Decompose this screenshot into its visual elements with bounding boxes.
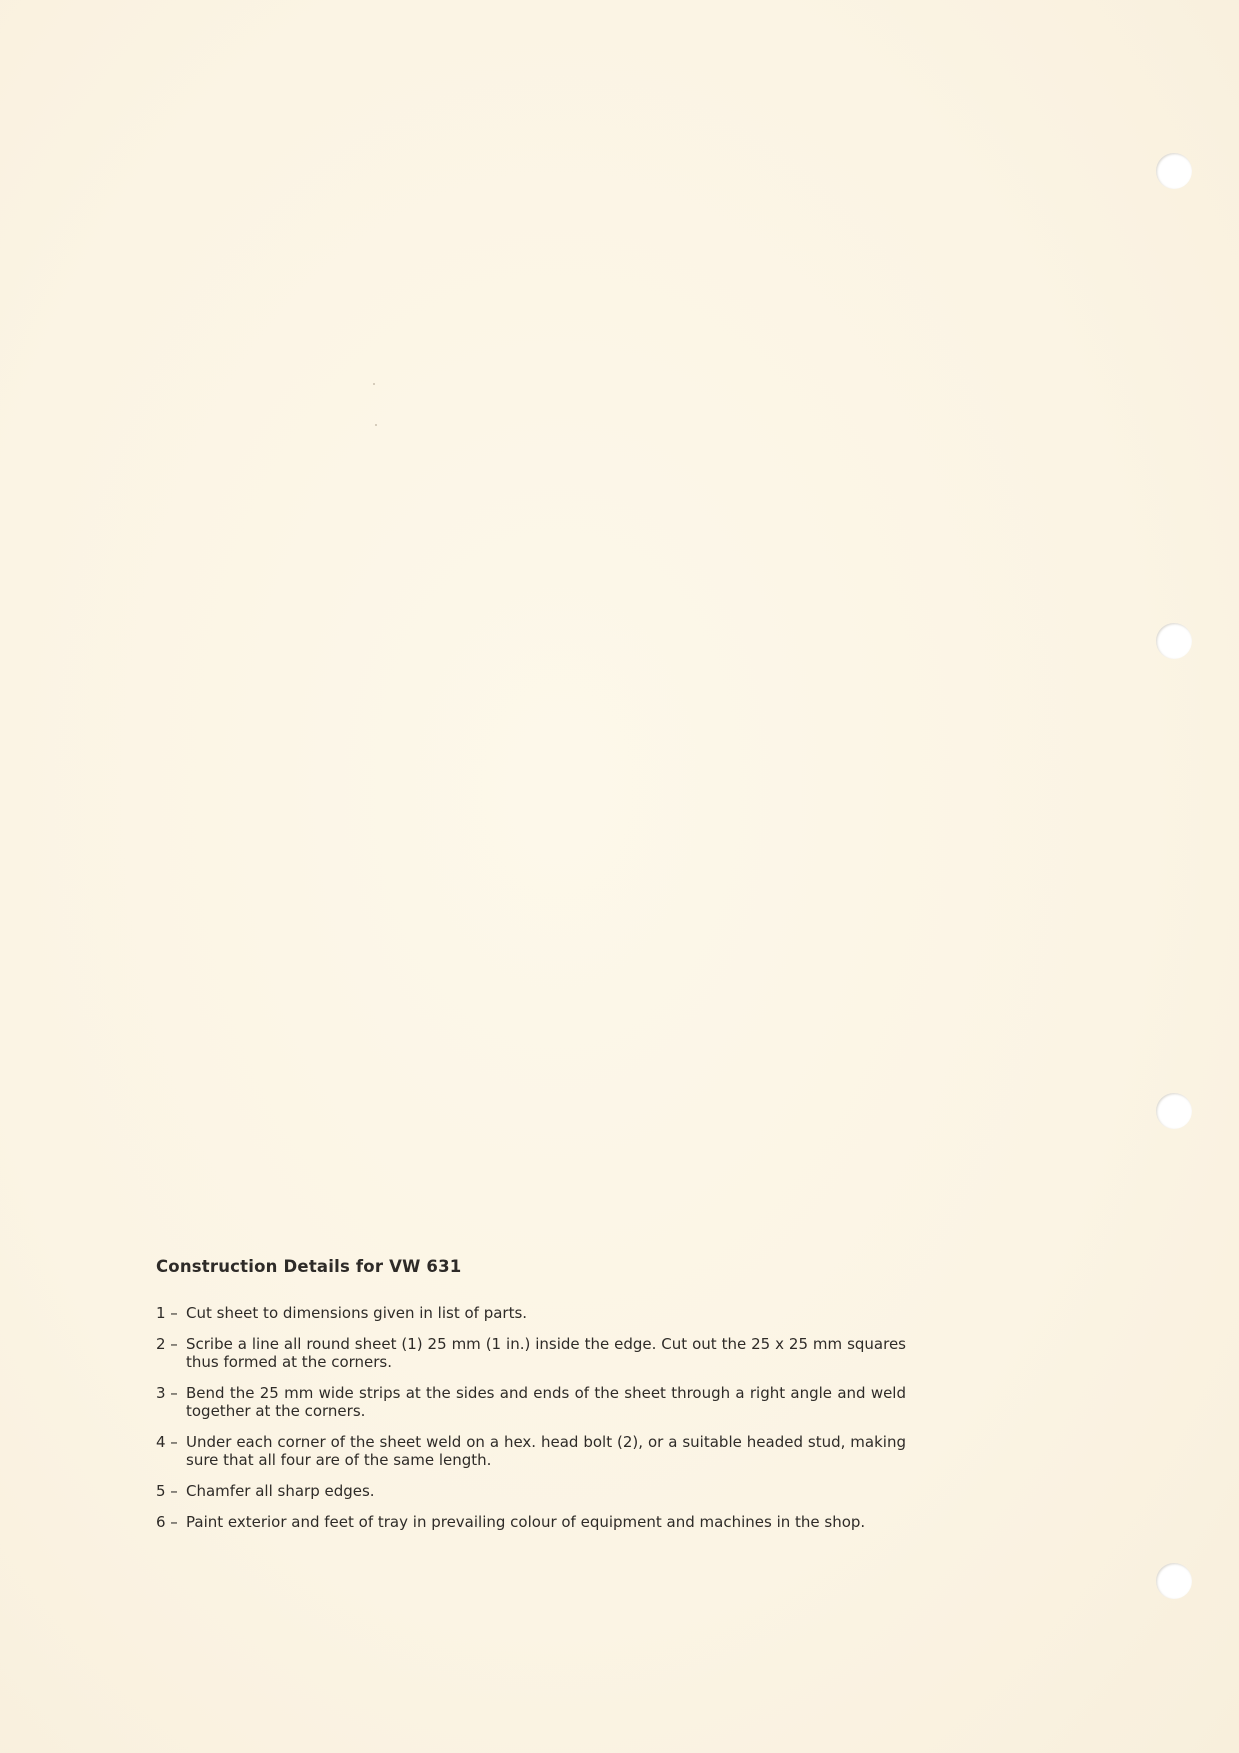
step-item: [156, 1335, 906, 1371]
step-text: Scribe a line all round sheet (1) 25 mm (1 in.) inside the edge. Cut out the 25 x 25 mm squares thus formed at the corners.: [186, 1335, 906, 1371]
paper-speck: [373, 383, 375, 385]
section-heading: Construction Details for VW 631: [156, 1257, 462, 1276]
step-item: [156, 1482, 906, 1500]
step-number: 6 –: [156, 1513, 178, 1531]
step-number: 4 –: [156, 1433, 178, 1451]
punch-hole-3: [1156, 1093, 1192, 1129]
step-number: 3 –: [156, 1384, 178, 1402]
punch-hole-2: [1156, 623, 1192, 659]
step-item: [156, 1513, 906, 1531]
step-number: 2 –: [156, 1335, 178, 1353]
step-number: 1 –: [156, 1304, 178, 1322]
step-text: Cut sheet to dimensions given in list of parts.: [186, 1304, 528, 1322]
construction-steps-list: [156, 1304, 906, 1544]
paper-speck: [375, 424, 377, 426]
step-text: Bend the 25 mm wide strips at the sides and ends of the sheet through a right angle and weld together at the corners.: [186, 1384, 906, 1420]
punch-hole-4: [1156, 1563, 1192, 1599]
step-item: [156, 1304, 906, 1322]
step-item: [156, 1384, 906, 1420]
step-text: Chamfer all sharp edges.: [186, 1482, 375, 1500]
punch-hole-1: [1156, 153, 1192, 189]
step-text: Paint exterior and feet of tray in prevailing colour of equipment and machines in the shop.: [186, 1513, 866, 1531]
step-number: 5 –: [156, 1482, 178, 1500]
step-text: Under each corner of the sheet weld on a hex. head bolt (2), or a suitable headed stud, making sure that all four are of the same length.: [186, 1433, 906, 1469]
step-item: [156, 1433, 906, 1469]
